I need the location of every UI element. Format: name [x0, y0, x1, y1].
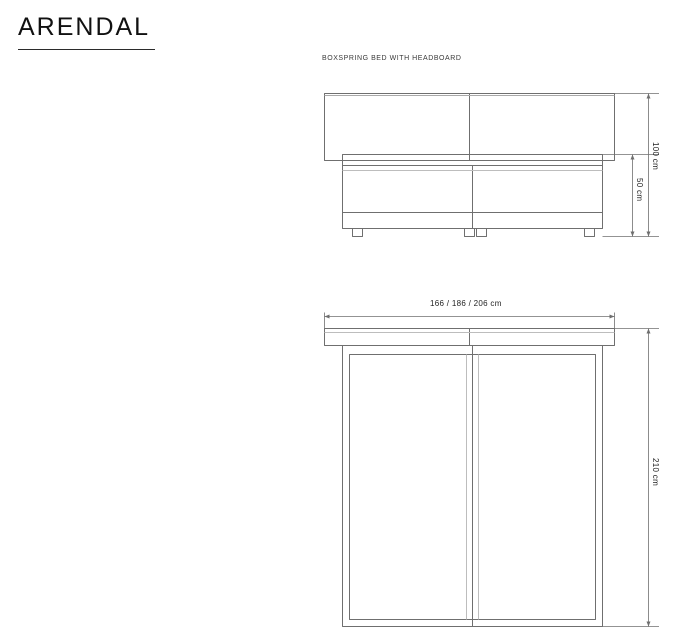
- product-caption: BOXSPRING BED WITH HEADBOARD: [322, 55, 462, 62]
- leg-front-left: [353, 229, 363, 237]
- brand-block: [18, 12, 158, 50]
- leg-front-right: [585, 229, 595, 237]
- top-plan-drawing: [318, 298, 664, 630]
- dim-label-total-height: 100 cm: [651, 142, 660, 171]
- leg-center-right: [477, 229, 487, 237]
- brand-underline: [18, 49, 155, 50]
- brand-name: ARENDAL: [18, 13, 151, 41]
- leg-center-left: [465, 229, 475, 237]
- front-elevation-svg: [318, 88, 664, 248]
- dim-label-width-options: 166 / 186 / 206 cm: [430, 299, 502, 308]
- top-plan-svg: [318, 298, 664, 630]
- dim-arrowheads: [631, 94, 651, 237]
- dim-label-length: 210 cm: [651, 458, 660, 487]
- plan-dim-arrowheads: [325, 315, 651, 627]
- front-elevation-drawing: [318, 88, 664, 248]
- dim-label-mattress-height: 50 cm: [635, 178, 644, 202]
